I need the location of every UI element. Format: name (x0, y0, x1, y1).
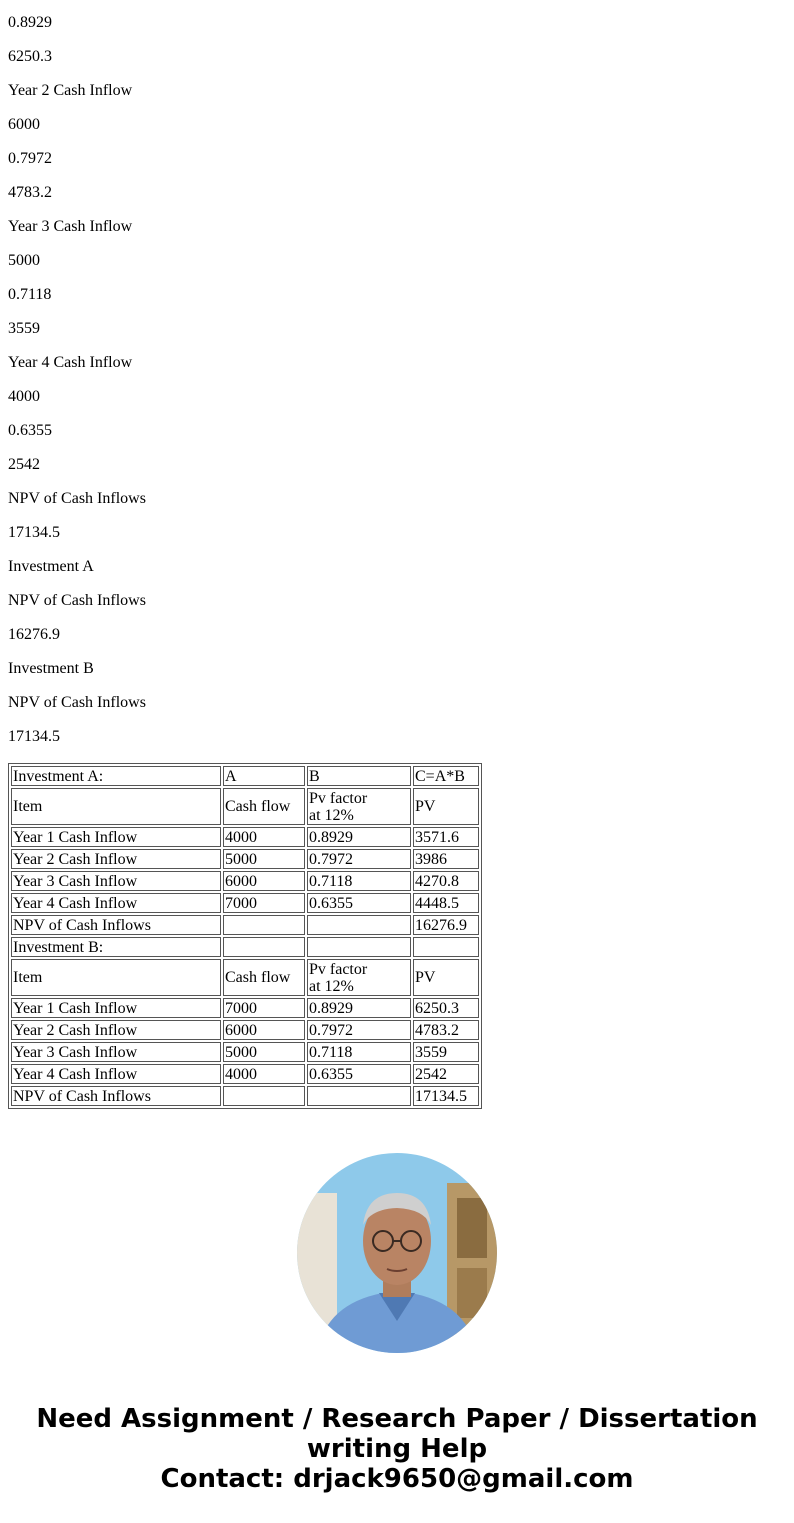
cell-item: Year 4 Cash Inflow (11, 1064, 221, 1084)
cta-line-2: writing Help (306, 1434, 488, 1464)
line-pv: 6250.3 (8, 48, 52, 65)
cell-pv-factor: 0.7972 (307, 849, 411, 869)
header-pv-factor-line2: at 12% (309, 977, 354, 995)
cell-item: Year 2 Cash Inflow (11, 1020, 221, 1040)
cell-cash-flow: 7000 (223, 998, 305, 1018)
table-total-row (11, 1086, 479, 1106)
author-avatar (297, 1153, 497, 1353)
cell-cash-flow: 5000 (223, 849, 305, 869)
header-pv: PV (413, 959, 479, 996)
header-pv-factor-line1: Pv factor (309, 789, 368, 807)
line-investment-b: Investment B (8, 660, 94, 677)
investment-b-title: Investment B: (11, 937, 221, 957)
cell-pv-factor: 0.6355 (307, 893, 411, 913)
contact-banner (0, 1404, 794, 1494)
line-npv-value: 17134.5 (8, 524, 60, 541)
table-row (11, 766, 479, 786)
line-investment-a-npv-value: 16276.9 (8, 626, 60, 643)
cell-cash-flow: 6000 (223, 1020, 305, 1040)
line-investment-a-npv-label: NPV of Cash Inflows (8, 592, 146, 609)
cell-pv: 3986 (413, 849, 479, 869)
table-row (11, 1020, 479, 1040)
empty-cell (307, 1086, 411, 1106)
cell-pv: 2542 (413, 1064, 479, 1084)
empty-cell (223, 937, 305, 957)
line-year-4-pv-factor: 0.6355 (8, 422, 52, 439)
table-row (11, 1064, 479, 1084)
line-pv-factor: 0.8929 (8, 14, 52, 31)
table-row (11, 849, 479, 869)
header-pv-factor (307, 788, 411, 825)
avatar-portrait (297, 1153, 497, 1353)
line-year-3-pv: 3559 (8, 320, 40, 337)
line-investment-a: Investment A (8, 558, 94, 575)
header-cash-flow: Cash flow (223, 788, 305, 825)
cell-item: Year 3 Cash Inflow (11, 1042, 221, 1062)
line-year-2-pv-factor: 0.7972 (8, 150, 52, 167)
cell-pv-factor: 0.7118 (307, 871, 411, 891)
table-row (11, 871, 479, 891)
cell-pv: 3571.6 (413, 827, 479, 847)
cell-pv: 6250.3 (413, 998, 479, 1018)
empty-cell (307, 937, 411, 957)
line-year-3-label: Year 3 Cash Inflow (8, 218, 133, 235)
header-pv-factor-line2: at 12% (309, 806, 354, 824)
cell-item: Year 4 Cash Inflow (11, 893, 221, 913)
cell-pv-factor: 0.8929 (307, 827, 411, 847)
cell-item: Year 3 Cash Inflow (11, 871, 221, 891)
cell-pv: 3559 (413, 1042, 479, 1062)
line-investment-b-npv-label: NPV of Cash Inflows (8, 694, 146, 711)
cta-contact: Contact: drjack9650@gmail.com (160, 1464, 634, 1494)
empty-cell (413, 937, 479, 957)
table-header-row (11, 959, 479, 996)
cell-pv-factor: 0.6355 (307, 1064, 411, 1084)
cell-cash-flow: 5000 (223, 1042, 305, 1062)
npv-table (8, 763, 482, 1109)
line-year-4-label: Year 4 Cash Inflow (8, 354, 133, 371)
cell-pv: 4270.8 (413, 871, 479, 891)
line-year-2-cash-flow: 6000 (8, 116, 40, 133)
total-label: NPV of Cash Inflows (11, 915, 221, 935)
text-lines (8, 14, 146, 762)
cell-cash-flow: 4000 (223, 1064, 305, 1084)
header-cash-flow: Cash flow (223, 959, 305, 996)
header-pv-factor-line1: Pv factor (309, 960, 368, 978)
empty-cell (307, 915, 411, 935)
cell-cash-flow: 7000 (223, 893, 305, 913)
column-c-label: C=A*B (413, 766, 479, 786)
line-year-2-label: Year 2 Cash Inflow (8, 82, 133, 99)
table-header-row (11, 788, 479, 825)
cell-pv: 4448.5 (413, 893, 479, 913)
table-total-row (11, 915, 479, 935)
header-item: Item (11, 959, 221, 996)
line-year-4-pv: 2542 (8, 456, 40, 473)
table-row (11, 998, 479, 1018)
line-year-3-cash-flow: 5000 (8, 252, 40, 269)
table-row (11, 827, 479, 847)
empty-cell (223, 1086, 305, 1106)
investment-a-title: Investment A: (11, 766, 221, 786)
header-pv: PV (413, 788, 479, 825)
cell-item: Year 2 Cash Inflow (11, 849, 221, 869)
table-row (11, 937, 479, 957)
cell-pv-factor: 0.8929 (307, 998, 411, 1018)
cell-item: Year 1 Cash Inflow (11, 827, 221, 847)
header-pv-factor (307, 959, 411, 996)
cell-pv: 4783.2 (413, 1020, 479, 1040)
cta-line-1: Need Assignment / Research Paper / Dissertation (36, 1404, 758, 1434)
line-year-3-pv-factor: 0.7118 (8, 286, 52, 303)
table-row (11, 1042, 479, 1062)
line-npv-label: NPV of Cash Inflows (8, 490, 146, 507)
cell-item: Year 1 Cash Inflow (11, 998, 221, 1018)
total-label: NPV of Cash Inflows (11, 1086, 221, 1106)
cell-cash-flow: 4000 (223, 827, 305, 847)
cell-pv-factor: 0.7118 (307, 1042, 411, 1062)
empty-cell (223, 915, 305, 935)
total-pv: 17134.5 (413, 1086, 479, 1106)
column-b-label: B (307, 766, 411, 786)
table-row (11, 893, 479, 913)
line-year-4-cash-flow: 4000 (8, 388, 40, 405)
cell-cash-flow: 6000 (223, 871, 305, 891)
cell-pv-factor: 0.7972 (307, 1020, 411, 1040)
total-pv: 16276.9 (413, 915, 479, 935)
line-year-2-pv: 4783.2 (8, 184, 52, 201)
header-item: Item (11, 788, 221, 825)
column-a-label: A (223, 766, 305, 786)
line-investment-b-npv-value: 17134.5 (8, 728, 60, 745)
